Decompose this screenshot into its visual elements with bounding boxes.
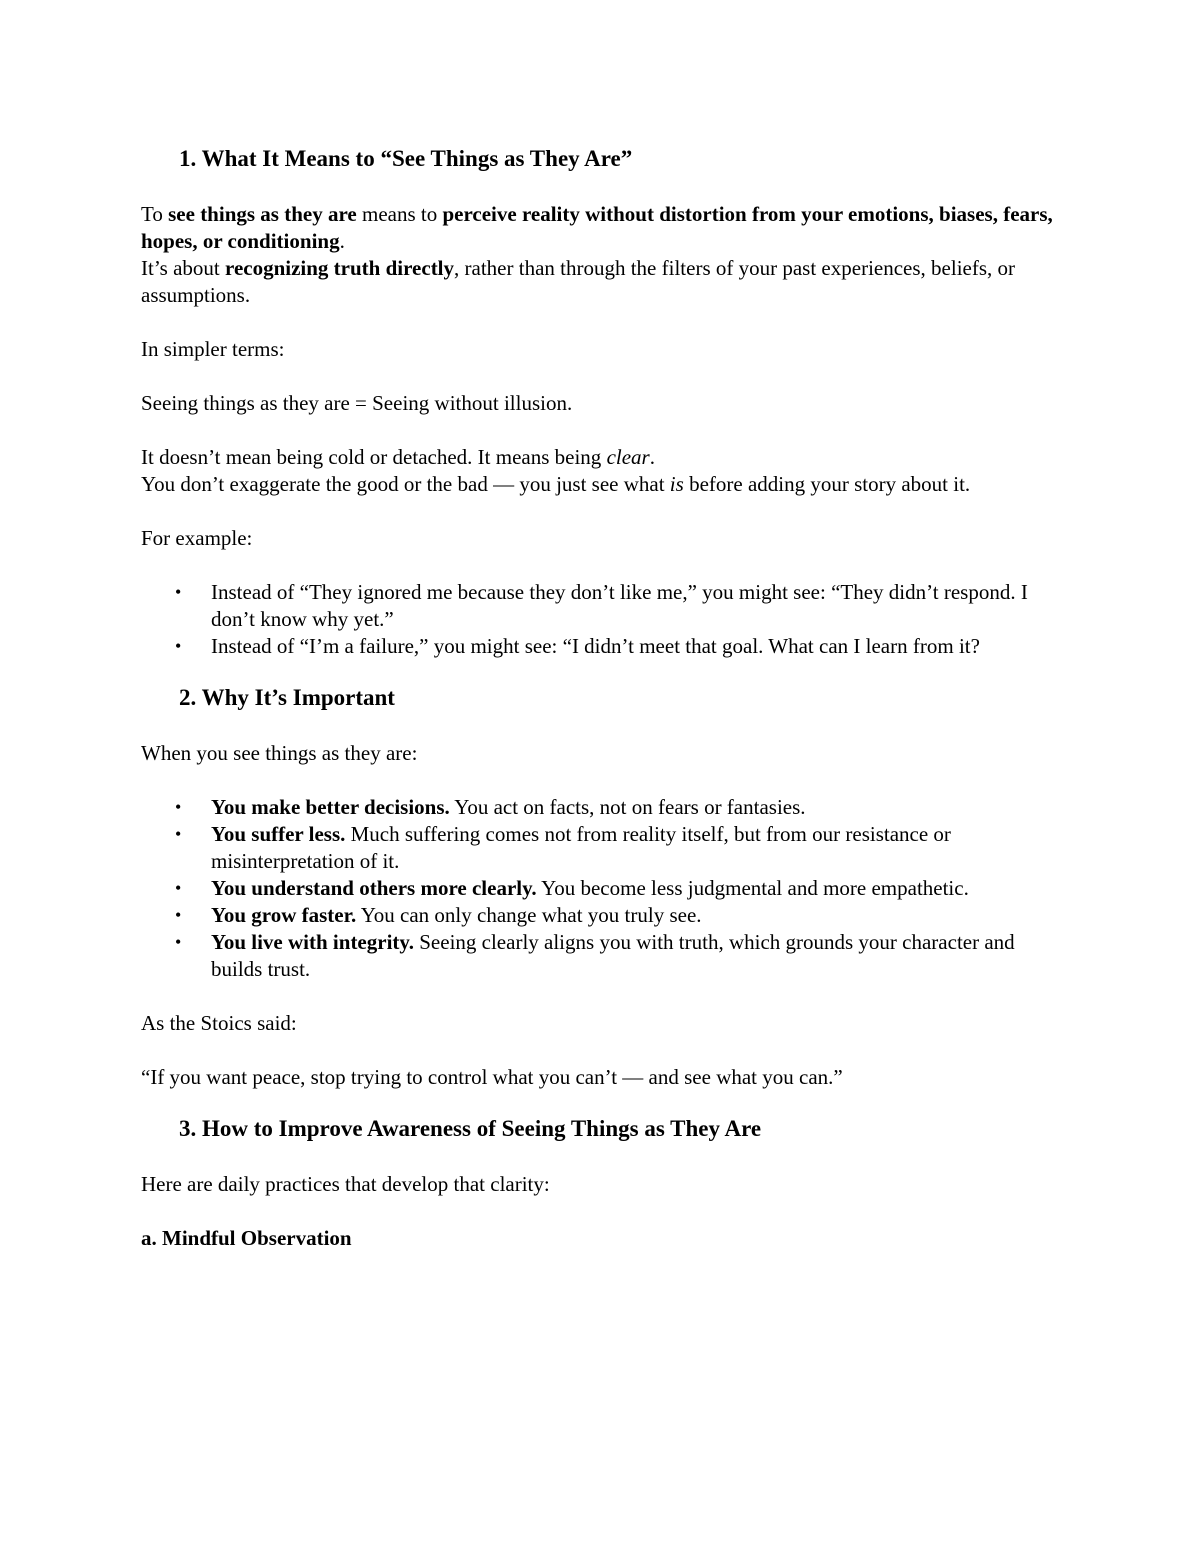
text-run: , rather than through the filters of your past experiences, beliefs, or assumptions. (141, 256, 1016, 307)
bullet-icon: • (175, 582, 182, 602)
text-run: means to (356, 202, 443, 226)
subsection-a-heading: a. Mindful Observation (141, 1226, 352, 1250)
simpler-terms-paragraph: In simpler terms: (141, 337, 285, 361)
text-run: . (339, 229, 345, 253)
list-item-text: You act on facts, not on fears or fantasies. (449, 795, 806, 819)
list-item-text: Instead of “They ignored me because they don’t like me,” you might see: “They didn’t respond. I don’t know why yet.” (211, 580, 1028, 631)
text-run: . (649, 445, 655, 469)
for-example-paragraph: For example: (141, 526, 253, 550)
list-item (141, 821, 1051, 875)
examples-list (141, 579, 1061, 660)
list-item (141, 633, 1051, 660)
bullet-icon: • (175, 797, 182, 817)
text-run: You don’t exaggerate the good or the bad — you just see what (141, 472, 670, 496)
bold-run: You suffer less. (211, 822, 346, 846)
bold-run: You live with integrity. (211, 930, 414, 954)
list-item (141, 579, 1051, 633)
list-item (141, 875, 1051, 902)
bullet-icon: • (175, 824, 182, 844)
definition-paragraph (141, 201, 1061, 255)
bullet-icon: • (175, 932, 182, 952)
text-run: It’s about (141, 256, 225, 280)
document-body (141, 144, 1061, 1252)
bold-run: recognizing truth directly (225, 256, 455, 280)
bullet-icon: • (175, 905, 182, 925)
italic-run: clear (606, 445, 650, 469)
italic-run: is (669, 472, 684, 496)
clear-paragraph (141, 444, 1061, 471)
bullet-icon: • (175, 878, 182, 898)
bold-run: You understand others more clearly. (211, 876, 537, 900)
list-item (141, 929, 1051, 983)
recognizing-truth-paragraph (141, 255, 1061, 309)
bullet-icon: • (175, 636, 182, 656)
list-item-text: Instead of “I’m a failure,” you might see: “I didn’t meet that goal. What can I learn from it? (211, 634, 980, 658)
exaggerate-paragraph (141, 471, 1061, 498)
text-run: To (141, 202, 169, 226)
section-3-intro: Here are daily practices that develop that clarity: (141, 1172, 550, 1196)
list-item (141, 794, 1051, 821)
section-3-heading: 3. How to Improve Awareness of Seeing Things as They Are (179, 1116, 762, 1141)
stoic-quote: “If you want peace, stop trying to control what you can’t — and see what you can.” (141, 1065, 843, 1089)
section-2-heading: 2. Why It’s Important (179, 685, 395, 710)
section-1-heading: 1. What It Means to “See Things as They Are” (179, 146, 633, 171)
list-item (141, 902, 1051, 929)
benefits-list (141, 794, 1061, 983)
bold-run: perceive reality without distortion from your emotions, biases, fears, hopes, or conditioning (141, 202, 1053, 253)
text-run: before adding your story about it. (683, 472, 971, 496)
stoics-intro: As the Stoics said: (141, 1011, 297, 1035)
text-run: It doesn’t mean being cold or detached. It means being (141, 445, 607, 469)
section-2-intro: When you see things as they are: (141, 741, 418, 765)
bold-run: You make better decisions. (211, 795, 450, 819)
equation-paragraph: Seeing things as they are = Seeing without illusion. (141, 391, 573, 415)
bold-run: see things as they are (168, 202, 357, 226)
list-item-text: You can only change what you truly see. (356, 903, 702, 927)
bold-run: You grow faster. (211, 903, 357, 927)
list-item-text: Seeing clearly aligns you with truth, which grounds your character and builds trust. (211, 930, 1015, 981)
list-item-text: Much suffering comes not from reality itself, but from our resistance or misinterpretation of it. (211, 822, 951, 873)
list-item-text: You become less judgmental and more empathetic. (536, 876, 969, 900)
